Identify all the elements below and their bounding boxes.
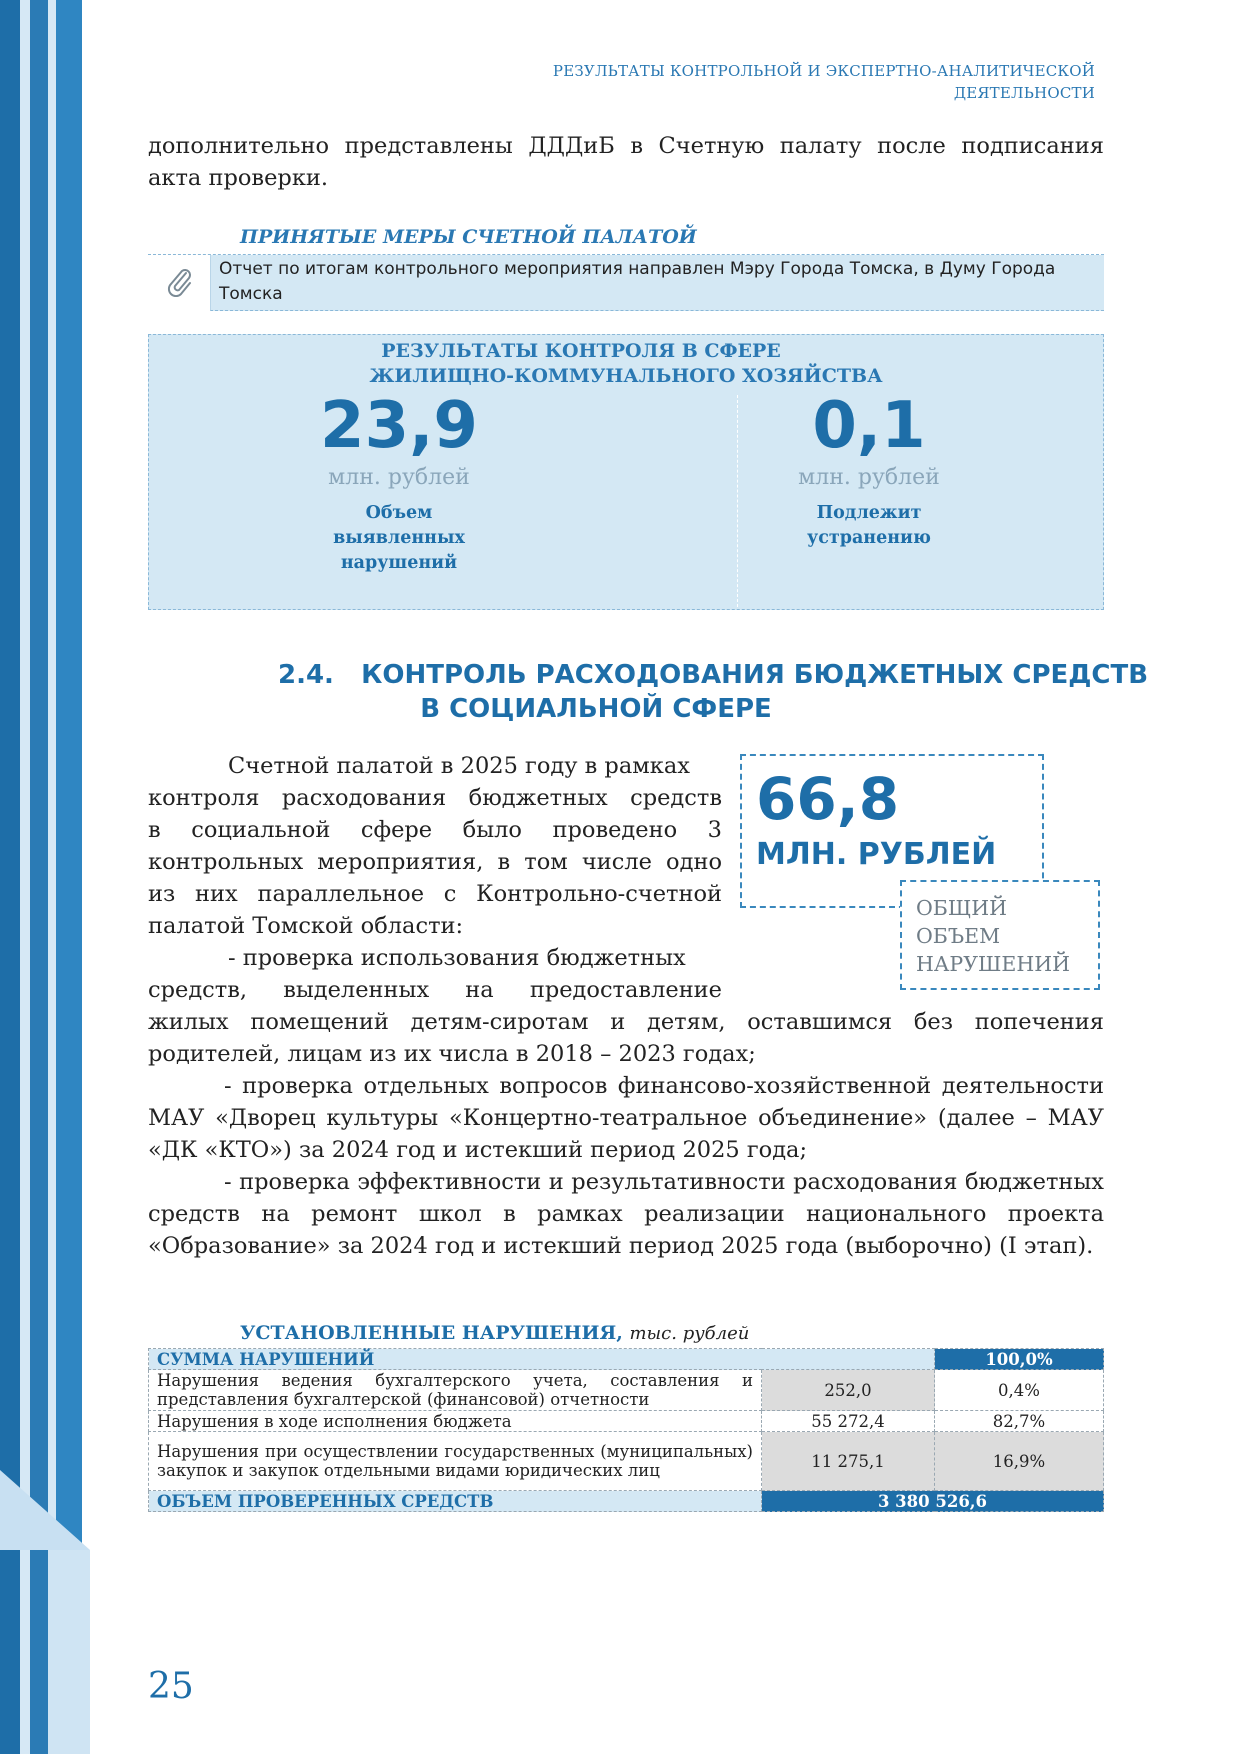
table-subtitle: тыс. рублей <box>629 1323 750 1344</box>
stat-to-fix <box>769 391 969 551</box>
stat-value: 23,9 <box>320 389 478 463</box>
running-head <box>395 60 1095 104</box>
body-paragraph: - проверка эффективности и результативности расходования бюджетных средств на ремонт школ в рамках реализации национального проекта «Образование» за 2024 год и истекший период 2025 года (выборочно) (I этап). <box>148 1169 1104 1259</box>
body-line: палатой Томской области: <box>148 913 464 939</box>
measures-icon-cell <box>148 255 210 311</box>
stat-caption <box>299 501 499 576</box>
section-heading-line: 2.4. КОНТРОЛЬ РАСХОДОВАНИЯ БЮДЖЕТНЫХ СРЕДСТВ <box>278 660 1149 690</box>
callout-value: 66,8 <box>756 765 900 833</box>
table-cell-value: 252,0 <box>762 1370 935 1411</box>
stat-caption-line: Подлежит <box>816 503 922 523</box>
table-title-text: УСТАНОВЛЕННЫЕ НАРУШЕНИЯ <box>240 1322 617 1344</box>
stat-caption <box>769 501 969 551</box>
section-heading <box>148 658 1149 726</box>
callout-caption <box>900 880 1100 990</box>
running-head-line: РЕЗУЛЬТАТЫ КОНТРОЛЬНОЙ И ЭКСПЕРТНО-АНАЛИТИЧЕСКОЙ <box>552 62 1095 80</box>
intro-paragraph <box>148 130 1104 194</box>
body-line: в социальной сфере было проведено 3 <box>148 817 722 843</box>
body-line: - проверка использования бюджетных <box>228 945 686 971</box>
stat-caption-line: Объем <box>365 503 433 523</box>
measures-text: Отчет по итогам контрольного мероприятия направлен Мэру Города Томска, в Думу Города Томска <box>210 255 1104 311</box>
body-paragraphs <box>148 1006 1104 1262</box>
results-panel <box>148 334 1104 610</box>
stat-caption-line: нарушений <box>340 553 458 573</box>
table-footer-row <box>149 1491 1104 1512</box>
table-cell-value: 55 272,4 <box>762 1411 935 1432</box>
table-header-label: СУММА НАРУШЕНИЙ <box>149 1349 935 1370</box>
table-cell-pct: 82,7% <box>935 1411 1104 1432</box>
decor-triangle <box>0 1470 90 1550</box>
table-cell-label: Нарушения ведения бухгалтерского учета, составления и представления бухгалтерской (финансовой) отчетности <box>149 1370 762 1411</box>
callout-caption-line: НАРУШЕНИЙ <box>916 952 1071 976</box>
measures-title: ПРИНЯТЫЕ МЕРЫ СЧЕТНОЙ ПАЛАТОЙ <box>240 226 697 248</box>
running-head-line: ДЕЯТЕЛЬНОСТИ <box>953 84 1095 102</box>
table-header-row <box>149 1349 1104 1370</box>
table-row <box>149 1411 1104 1432</box>
body-paragraph: - проверка отдельных вопросов финансово-хозяйственной деятельности МАУ «Дворец культуры «Концертно-театральное объединение» (далее – МАУ «ДК «КТО») за 2024 год и истекший период 2025 года; <box>148 1073 1104 1163</box>
body-line: из них параллельное с Контрольно-счетной <box>148 881 722 907</box>
stat-caption-line: устранению <box>807 528 931 548</box>
table-footer-total: 3 380 526,6 <box>762 1491 1104 1512</box>
callout-caption-line: ОБЩИЙ <box>916 896 1008 920</box>
table-cell-label: Нарушения в ходе исполнения бюджета <box>149 1411 762 1432</box>
paperclip-icon <box>166 267 194 297</box>
stat-violations <box>299 391 499 576</box>
body-line: Счетной палатой в 2025 году в рамках <box>228 753 690 779</box>
stat-caption-line: выявленных <box>333 528 465 548</box>
table-row <box>149 1432 1104 1491</box>
table-cell-pct: 0,4% <box>935 1370 1104 1411</box>
callout-unit: МЛН. РУБЛЕЙ <box>756 837 997 872</box>
results-divider <box>737 395 738 607</box>
stat-unit: млн. рублей <box>798 465 940 490</box>
table-title <box>240 1322 749 1344</box>
section-heading-line: В СОЦИАЛЬНОЙ СФЕРЕ <box>420 694 772 724</box>
body-line: средств, выделенных на предоставление <box>148 977 722 1003</box>
results-title <box>149 339 1103 389</box>
results-title-line: РЕЗУЛЬТАТЫ КОНТРОЛЯ В СФЕРЕ <box>381 340 781 362</box>
intro-line: дополнительно представлены ДДДиБ в Счетную палату после подписания <box>148 133 1104 159</box>
table-row <box>149 1370 1104 1411</box>
table-title-separator: , <box>616 1322 630 1344</box>
page-number: 25 <box>148 1666 194 1707</box>
results-title-line: ЖИЛИЩНО-КОММУНАЛЬНОГО ХОЗЯЙСТВА <box>369 365 883 387</box>
stat-unit: млн. рублей <box>328 465 470 490</box>
table-footer-label: ОБЪЕМ ПРОВЕРЕННЫХ СРЕДСТВ <box>149 1491 762 1512</box>
table-cell-label: Нарушения при осуществлении государственных (муниципальных) закупок и закупок отдельными видами юридических лиц <box>149 1432 762 1491</box>
intro-line: акта проверки. <box>148 165 329 191</box>
body-line: контрольных мероприятия, в том числе одно <box>148 849 722 875</box>
decor-bar <box>48 1550 90 1754</box>
table-cell-pct: 16,9% <box>935 1432 1104 1491</box>
violations-table <box>148 1348 1104 1512</box>
body-line: контроля расходования бюджетных средств <box>148 785 722 811</box>
body-column <box>148 750 722 1006</box>
table-header-pct: 100,0% <box>935 1349 1104 1370</box>
table-cell-value: 11 275,1 <box>762 1432 935 1491</box>
stat-value: 0,1 <box>812 389 926 463</box>
measures-box <box>148 254 1104 311</box>
body-paragraph: жилых помещений детям-сиротам и детям, оставшимся без попечения родителей, лицам из их числа в 2018 – 2023 годах; <box>148 1009 1104 1067</box>
callout-caption-line: ОБЪЕМ <box>916 924 1001 948</box>
